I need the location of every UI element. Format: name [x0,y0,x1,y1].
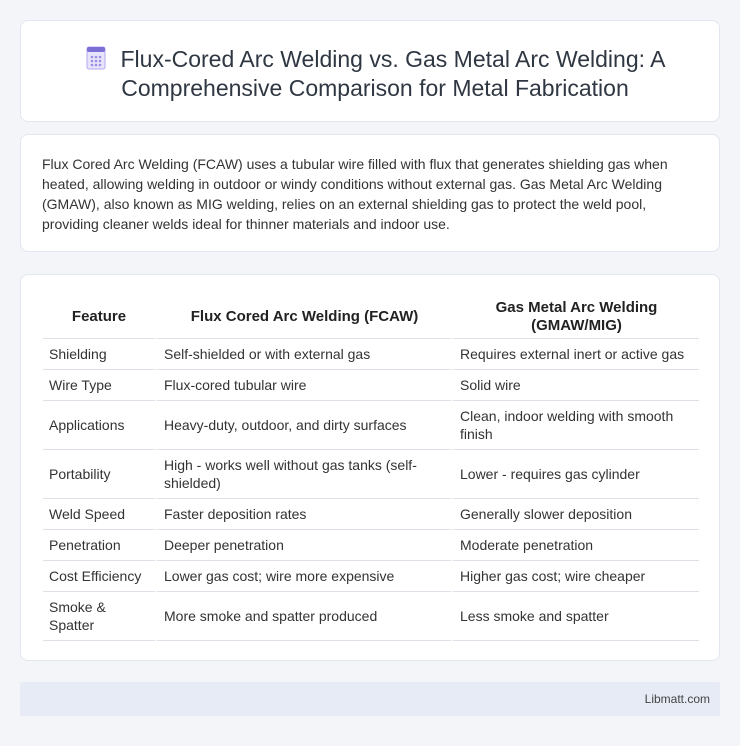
feature-cell: Wire Type [43,370,155,401]
header-fcaw: Flux Cored Arc Welding (FCAW) [155,295,451,339]
page-title [85,46,666,101]
table-row [43,499,699,530]
footer-site-link[interactable]: Libmatt.com [644,692,710,706]
gmaw-cell: Less smoke and spatter [451,592,699,641]
table-row [43,530,699,561]
title-card [20,20,720,122]
comparison-table [43,295,699,641]
fcaw-cell: Flux-cored tubular wire [155,370,451,401]
fcaw-cell: Self-shielded or with external gas [155,339,451,370]
gmaw-cell: Lower - requires gas cylinder [451,450,699,499]
description-text: Flux Cored Arc Welding (FCAW) uses a tubular wire filled with flux that generates shielding gas when heated, allowing welding in outdoor or windy conditions without external gas. Gas Metal Arc Welding (GMAW), also known as MIG welding, relies on an external shielding gas to protect the weld pool, providing cleaner welds ideal for thinner materials and indoor use. [42,156,668,232]
gmaw-cell: Generally slower deposition [451,499,699,530]
feature-cell: Penetration [43,530,155,561]
fcaw-cell: More smoke and spatter produced [155,592,451,641]
header-feature: Feature [43,295,155,339]
header-gmaw: Gas Metal Arc Welding (GMAW/MIG) [451,295,699,339]
gmaw-cell: Moderate penetration [451,530,699,561]
table-row [43,561,699,592]
description-card [20,134,720,252]
comparison-card [20,274,720,661]
feature-cell: Smoke & Spatter [43,592,155,641]
feature-cell: Cost Efficiency [43,561,155,592]
table-row [43,370,699,401]
document-icon [85,46,107,70]
table-row [43,339,699,370]
gmaw-cell: Solid wire [451,370,699,401]
gmaw-cell: Higher gas cost; wire cheaper [451,561,699,592]
fcaw-cell: Faster deposition rates [155,499,451,530]
table-row [43,592,699,641]
footer-bar [20,682,720,716]
fcaw-cell: Lower gas cost; wire more expensive [155,561,451,592]
fcaw-cell: Heavy-duty, outdoor, and dirty surfaces [155,401,451,450]
gmaw-cell: Requires external inert or active gas [451,339,699,370]
feature-cell: Weld Speed [43,499,155,530]
feature-cell: Shielding [43,339,155,370]
feature-cell: Applications [43,401,155,450]
feature-cell: Portability [43,450,155,499]
title-wrap [61,45,689,103]
table-row [43,401,699,450]
gmaw-cell: Clean, indoor welding with smooth finish [451,401,699,450]
fcaw-cell: High - works well without gas tanks (self-shielded) [155,450,451,499]
table-row [43,450,699,499]
page-title-text: Flux-Cored Arc Welding vs. Gas Metal Arc Welding: A Comprehensive Comparison for Metal Fabrication [120,46,666,101]
fcaw-cell: Deeper penetration [155,530,451,561]
table-header-row [43,295,699,339]
